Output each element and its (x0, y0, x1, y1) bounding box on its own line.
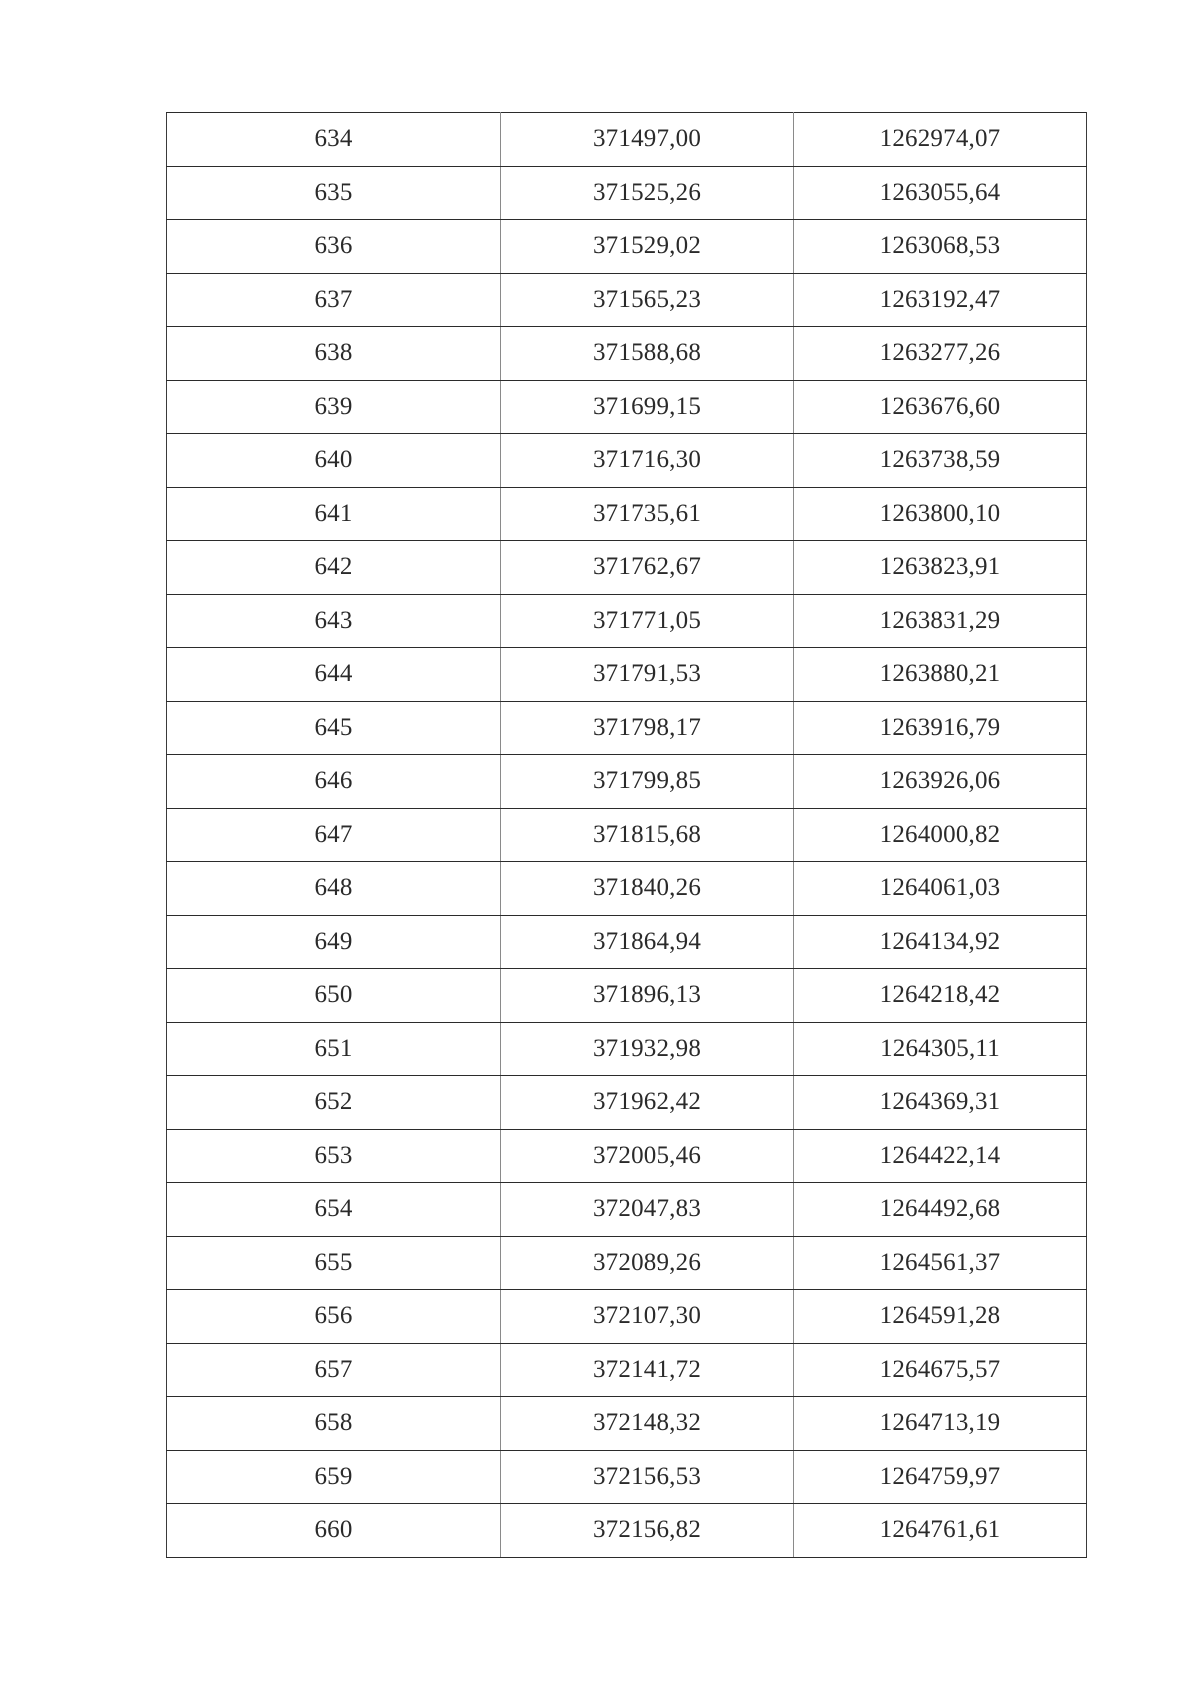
coordinates-table (166, 112, 1087, 1558)
y-coordinate-cell: 1264675,57 (794, 1343, 1087, 1397)
y-coordinate-cell: 1264218,42 (794, 969, 1087, 1023)
x-coordinate-cell: 371798,17 (501, 701, 794, 755)
x-coordinate-cell: 371699,15 (501, 380, 794, 434)
x-coordinate-cell: 371588,68 (501, 327, 794, 381)
table-row (167, 1236, 1087, 1290)
y-coordinate-cell: 1264422,14 (794, 1129, 1087, 1183)
table-row (167, 380, 1087, 434)
y-coordinate-cell: 1263277,26 (794, 327, 1087, 381)
x-coordinate-cell: 371735,61 (501, 487, 794, 541)
point-number-cell: 647 (167, 808, 501, 862)
table-row (167, 327, 1087, 381)
x-coordinate-cell: 371840,26 (501, 862, 794, 916)
table-row (167, 1290, 1087, 1344)
y-coordinate-cell: 1263823,91 (794, 541, 1087, 595)
x-coordinate-cell: 371896,13 (501, 969, 794, 1023)
point-number-cell: 655 (167, 1236, 501, 1290)
point-number-cell: 651 (167, 1022, 501, 1076)
point-number-cell: 657 (167, 1343, 501, 1397)
x-coordinate-cell: 372156,53 (501, 1450, 794, 1504)
x-coordinate-cell: 372047,83 (501, 1183, 794, 1237)
y-coordinate-cell: 1264061,03 (794, 862, 1087, 916)
x-coordinate-cell: 372141,72 (501, 1343, 794, 1397)
point-number-cell: 639 (167, 380, 501, 434)
table-row (167, 1450, 1087, 1504)
y-coordinate-cell: 1264369,31 (794, 1076, 1087, 1130)
y-coordinate-cell: 1263055,64 (794, 166, 1087, 220)
point-number-cell: 641 (167, 487, 501, 541)
point-number-cell: 648 (167, 862, 501, 916)
y-coordinate-cell: 1263831,29 (794, 594, 1087, 648)
point-number-cell: 640 (167, 434, 501, 488)
point-number-cell: 637 (167, 273, 501, 327)
table-row (167, 1397, 1087, 1451)
x-coordinate-cell: 372005,46 (501, 1129, 794, 1183)
point-number-cell: 653 (167, 1129, 501, 1183)
y-coordinate-cell: 1264561,37 (794, 1236, 1087, 1290)
table-row (167, 755, 1087, 809)
y-coordinate-cell: 1264713,19 (794, 1397, 1087, 1451)
point-number-cell: 642 (167, 541, 501, 595)
y-coordinate-cell: 1262974,07 (794, 113, 1087, 167)
y-coordinate-cell: 1263800,10 (794, 487, 1087, 541)
point-number-cell: 638 (167, 327, 501, 381)
point-number-cell: 643 (167, 594, 501, 648)
x-coordinate-cell: 372089,26 (501, 1236, 794, 1290)
y-coordinate-cell: 1263068,53 (794, 220, 1087, 274)
y-coordinate-cell: 1263916,79 (794, 701, 1087, 755)
x-coordinate-cell: 371771,05 (501, 594, 794, 648)
point-number-cell: 634 (167, 113, 501, 167)
point-number-cell: 636 (167, 220, 501, 274)
y-coordinate-cell: 1264759,97 (794, 1450, 1087, 1504)
x-coordinate-cell: 372107,30 (501, 1290, 794, 1344)
table-row (167, 1504, 1087, 1558)
y-coordinate-cell: 1264591,28 (794, 1290, 1087, 1344)
point-number-cell: 656 (167, 1290, 501, 1344)
x-coordinate-cell: 371529,02 (501, 220, 794, 274)
table-row (167, 1183, 1087, 1237)
table-row (167, 273, 1087, 327)
table-row (167, 701, 1087, 755)
x-coordinate-cell: 372148,32 (501, 1397, 794, 1451)
table-row (167, 113, 1087, 167)
point-number-cell: 649 (167, 915, 501, 969)
table-row (167, 1076, 1087, 1130)
y-coordinate-cell: 1263880,21 (794, 648, 1087, 702)
y-coordinate-cell: 1263676,60 (794, 380, 1087, 434)
point-number-cell: 654 (167, 1183, 501, 1237)
y-coordinate-cell: 1264492,68 (794, 1183, 1087, 1237)
table-row (167, 434, 1087, 488)
point-number-cell: 635 (167, 166, 501, 220)
table-row (167, 1022, 1087, 1076)
table-row (167, 808, 1087, 862)
point-number-cell: 650 (167, 969, 501, 1023)
point-number-cell: 652 (167, 1076, 501, 1130)
table-row (167, 1129, 1087, 1183)
x-coordinate-cell: 371932,98 (501, 1022, 794, 1076)
x-coordinate-cell: 371815,68 (501, 808, 794, 862)
table-row (167, 541, 1087, 595)
y-coordinate-cell: 1263738,59 (794, 434, 1087, 488)
x-coordinate-cell: 372156,82 (501, 1504, 794, 1558)
table-row (167, 969, 1087, 1023)
point-number-cell: 645 (167, 701, 501, 755)
x-coordinate-cell: 371525,26 (501, 166, 794, 220)
y-coordinate-cell: 1264761,61 (794, 1504, 1087, 1558)
x-coordinate-cell: 371791,53 (501, 648, 794, 702)
x-coordinate-cell: 371962,42 (501, 1076, 794, 1130)
table-row (167, 220, 1087, 274)
y-coordinate-cell: 1263926,06 (794, 755, 1087, 809)
table-row (167, 862, 1087, 916)
x-coordinate-cell: 371799,85 (501, 755, 794, 809)
table-row (167, 487, 1087, 541)
coordinates-table-body (167, 113, 1087, 1558)
point-number-cell: 644 (167, 648, 501, 702)
table-row (167, 594, 1087, 648)
point-number-cell: 659 (167, 1450, 501, 1504)
point-number-cell: 646 (167, 755, 501, 809)
x-coordinate-cell: 371864,94 (501, 915, 794, 969)
x-coordinate-cell: 371497,00 (501, 113, 794, 167)
x-coordinate-cell: 371716,30 (501, 434, 794, 488)
table-row (167, 648, 1087, 702)
table-row (167, 915, 1087, 969)
point-number-cell: 660 (167, 1504, 501, 1558)
x-coordinate-cell: 371565,23 (501, 273, 794, 327)
x-coordinate-cell: 371762,67 (501, 541, 794, 595)
point-number-cell: 658 (167, 1397, 501, 1451)
y-coordinate-cell: 1264000,82 (794, 808, 1087, 862)
y-coordinate-cell: 1263192,47 (794, 273, 1087, 327)
y-coordinate-cell: 1264305,11 (794, 1022, 1087, 1076)
table-row (167, 166, 1087, 220)
y-coordinate-cell: 1264134,92 (794, 915, 1087, 969)
table-row (167, 1343, 1087, 1397)
